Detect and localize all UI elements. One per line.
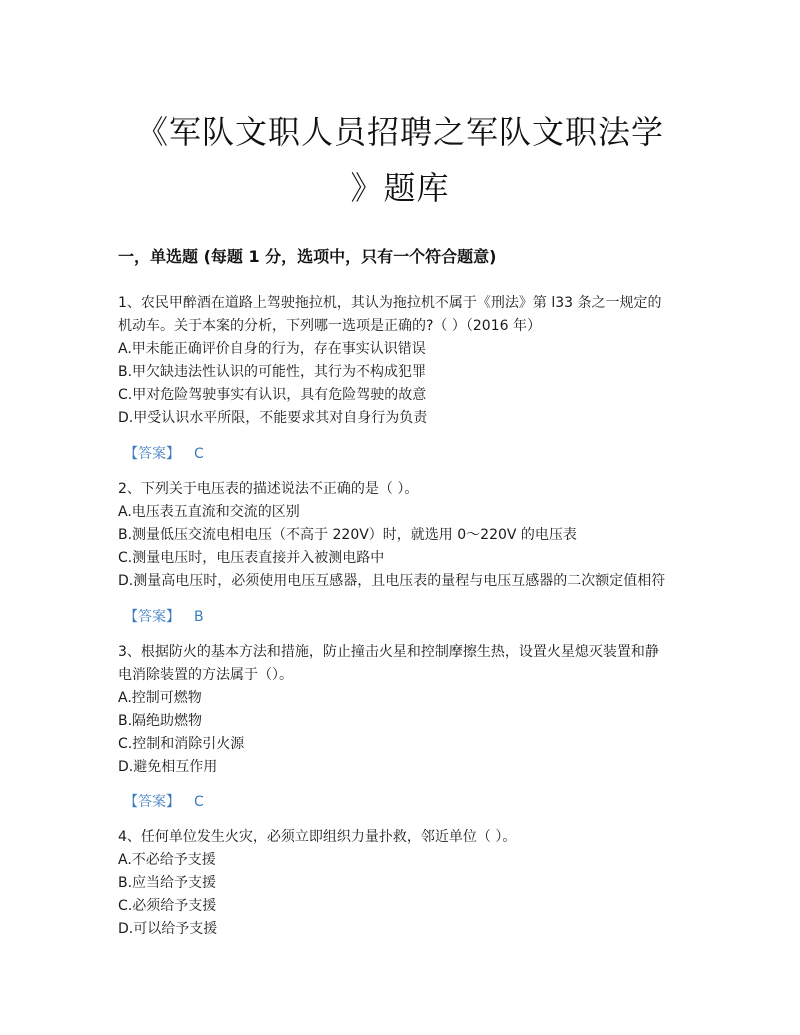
option-a: A.电压表五直流和交流的区别 bbox=[118, 504, 300, 520]
option-a: A.不必给予支援 bbox=[118, 852, 216, 868]
option-c: C.测量电压时，电压表直接并入被测电路中 bbox=[118, 550, 385, 566]
option-c: C.必须给予支援 bbox=[118, 898, 217, 914]
question-1 bbox=[118, 292, 678, 430]
document-title bbox=[110, 104, 690, 216]
answer-3 bbox=[124, 791, 204, 811]
option-d: D.避免相互作用 bbox=[118, 759, 218, 775]
question-stem: 机动车。关于本案的分析，下列哪一选项是正确的?（ ）（2016 年） bbox=[118, 318, 541, 334]
question-3 bbox=[118, 641, 678, 779]
answer-1 bbox=[124, 443, 204, 463]
option-d: D.甲受认识水平所限，不能要求其对自身行为负责 bbox=[118, 410, 428, 426]
title-line-2: 》题库 bbox=[350, 169, 450, 207]
option-d: D.可以给予支援 bbox=[118, 921, 218, 937]
question-4 bbox=[118, 826, 678, 941]
option-b: B.甲欠缺违法性认识的可能性，其行为不构成犯罪 bbox=[118, 364, 427, 380]
section-heading: 一，单选题 (每题 1 分，选项中，只有一个符合题意) bbox=[118, 247, 497, 266]
answer-value: C bbox=[194, 794, 204, 810]
answer-2 bbox=[124, 606, 204, 626]
answer-value: B bbox=[194, 609, 204, 625]
option-c: C.甲对危险驾驶事实有认识，具有危险驾驶的故意 bbox=[118, 387, 427, 403]
option-b: B.应当给予支援 bbox=[118, 875, 217, 891]
option-a: A.甲未能正确评价自身的行为，存在事实认识错误 bbox=[118, 341, 426, 357]
question-stem: 电消除装置的方法属于（）。 bbox=[118, 667, 293, 683]
option-b: B.测量低压交流电相电压（不高于 220V）时，就选用 0～220V 的电压表 bbox=[118, 527, 577, 543]
answer-label: 【答案】 bbox=[124, 794, 180, 810]
option-c: C.控制和消除引火源 bbox=[118, 736, 245, 752]
answer-value: C bbox=[194, 446, 204, 462]
title-line-1: 《军队文职人员招聘之军队文职法学 bbox=[135, 113, 664, 151]
option-d: D.测量高电压时，必须使用电压互感器，且电压表的量程与电压互感器的二次额定值相符 bbox=[118, 573, 666, 589]
answer-label: 【答案】 bbox=[124, 609, 180, 625]
answer-label: 【答案】 bbox=[124, 446, 180, 462]
question-stem: 2、下列关于电压表的描述说法不正确的是（ ）。 bbox=[118, 481, 419, 497]
question-stem: 3、根据防火的基本方法和措施，防止撞击火星和控制摩擦生热，设置火星熄灭装置和静 bbox=[118, 644, 659, 660]
option-b: B.隔绝助燃物 bbox=[118, 713, 203, 729]
question-2 bbox=[118, 478, 678, 593]
option-a: A.控制可燃物 bbox=[118, 690, 202, 706]
question-stem: 4、任何单位发生火灾，必须立即组织力量扑救，邻近单位（ ）。 bbox=[118, 829, 517, 845]
question-stem: 1、农民甲醉酒在道路上驾驶拖拉机，其认为拖拉机不属于《刑法》第 l33 条之一规定的 bbox=[118, 295, 662, 311]
